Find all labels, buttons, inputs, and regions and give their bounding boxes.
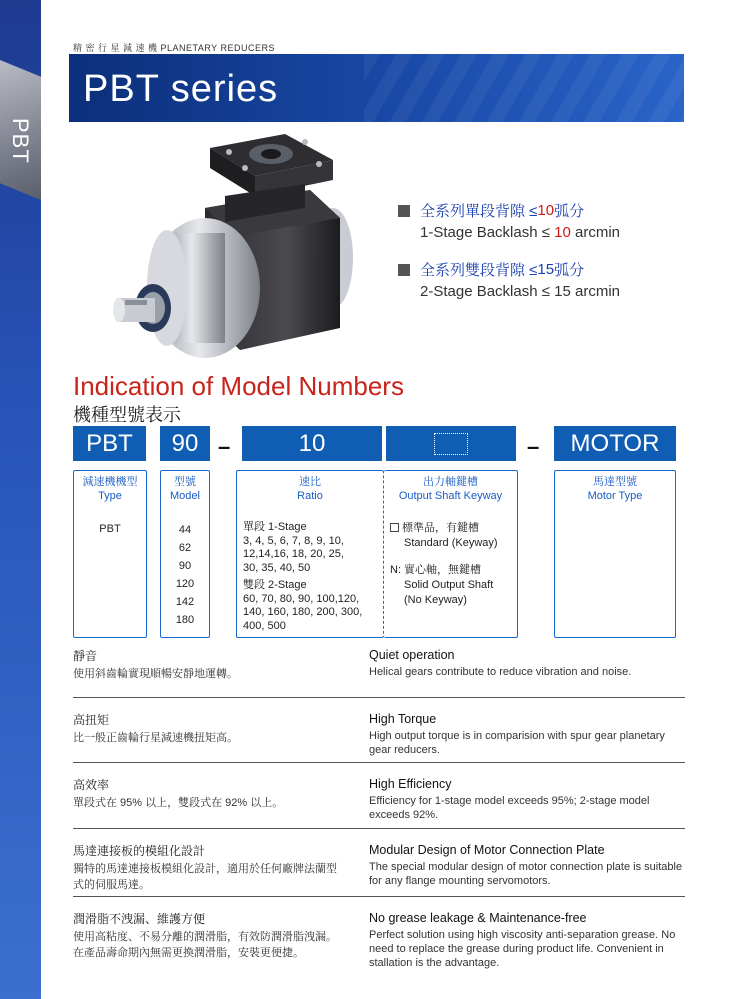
bullet-square-icon	[398, 205, 410, 217]
code-dash: –	[218, 434, 231, 459]
spec-item: 全系列雙段背隙 ≤ 15 弧分 2-Stage Backlash ≤ 15 arcmin	[398, 259, 620, 300]
feature-row: 靜音 使用斜齒輪實現順暢安靜地運轉。 Quiet operation Helical gears contribute to reduce vibration and noise.	[73, 648, 685, 698]
code-type-box: PBT	[73, 426, 146, 461]
title-banner	[69, 54, 684, 122]
feature-row: 潤滑脂不洩漏、維護方便 使用高粘度、不易分離的潤滑脂，有效防潤滑脂洩漏。在產品壽命期內無需更換潤滑脂，安裝更便捷。 No grease leakage & Maintenance-free Perfect solution using high viscosity anti-separation grease. No need to replace the grease during product life. Convenient in stallation is the advantage.	[73, 911, 676, 969]
code-dash: –	[527, 434, 540, 459]
breadcrumb: 精 密 行 星 減 速 機 PLANETARY REDUCERS	[73, 43, 276, 53]
backlash-spec-list	[398, 200, 620, 318]
feature-list	[73, 648, 685, 987]
ratio-column: 速比 Ratio 單段 1-Stage 3, 4, 5, 6, 7, 8, 9, 10, 12,14,16, 18, 20, 25, 30, 35, 40, 50 雙段 2-Stage 60, 70, 80, 90, 100,120, 140, 160, 180, 200, 300, 400, 500	[236, 470, 384, 638]
code-motor-box: MOTOR	[554, 426, 676, 461]
checkbox-icon	[390, 523, 399, 532]
feature-row: 高扭矩 比一般正齒輪行星減速機扭矩高。 High Torque High output torque is in comparision with spur gear planetary gear reducers.	[73, 698, 685, 763]
bullet-square-icon	[398, 264, 410, 276]
code-keyway-box	[386, 426, 516, 461]
section-heading-zh: 機種型號表示	[73, 405, 181, 425]
code-ratio-box: 10	[242, 426, 382, 461]
gear-reducer-image	[105, 128, 355, 360]
keyway-placeholder-icon	[434, 433, 468, 455]
feature-row: 馬達連接板的模組化設計 獨特的馬達連接板模組化設計，適用於任何廠牌法蘭型式的伺服馬達。 Modular Design of Motor Connection Plate The special modular design of motor connection plate is suitable for any flange mounting servomotors.	[73, 829, 685, 897]
type-column: 減速機機型 Type PBT	[73, 470, 147, 638]
section-heading: Indication of Model Numbers	[73, 371, 404, 401]
page-title: PBT series	[83, 68, 279, 110]
side-label: PBT	[8, 118, 33, 164]
motor-column: 馬達型號 Motor Type	[554, 470, 676, 638]
code-model-box: 90	[160, 426, 210, 461]
spec-item: 全系列單段背隙 ≤ 10 弧分 1-Stage Backlash ≤ 10 arcmin	[398, 200, 620, 241]
feature-row: 高效率 單段式在 95% 以上，雙段式在 92% 以上。 High Efficiency Efficiency for 1-stage model exceeds 95%; 2-stage model exceeds 92%.	[73, 763, 685, 829]
keyway-column: 出力軸鍵槽 Output Shaft Keyway 標準品，有鍵槽 Standard (Keyway) N: 實心軸，無鍵槽 Solid Output Shaft (No Keyway)	[384, 470, 518, 638]
model-column: 型號 Model 44 62 90 120 142 180	[160, 470, 210, 638]
